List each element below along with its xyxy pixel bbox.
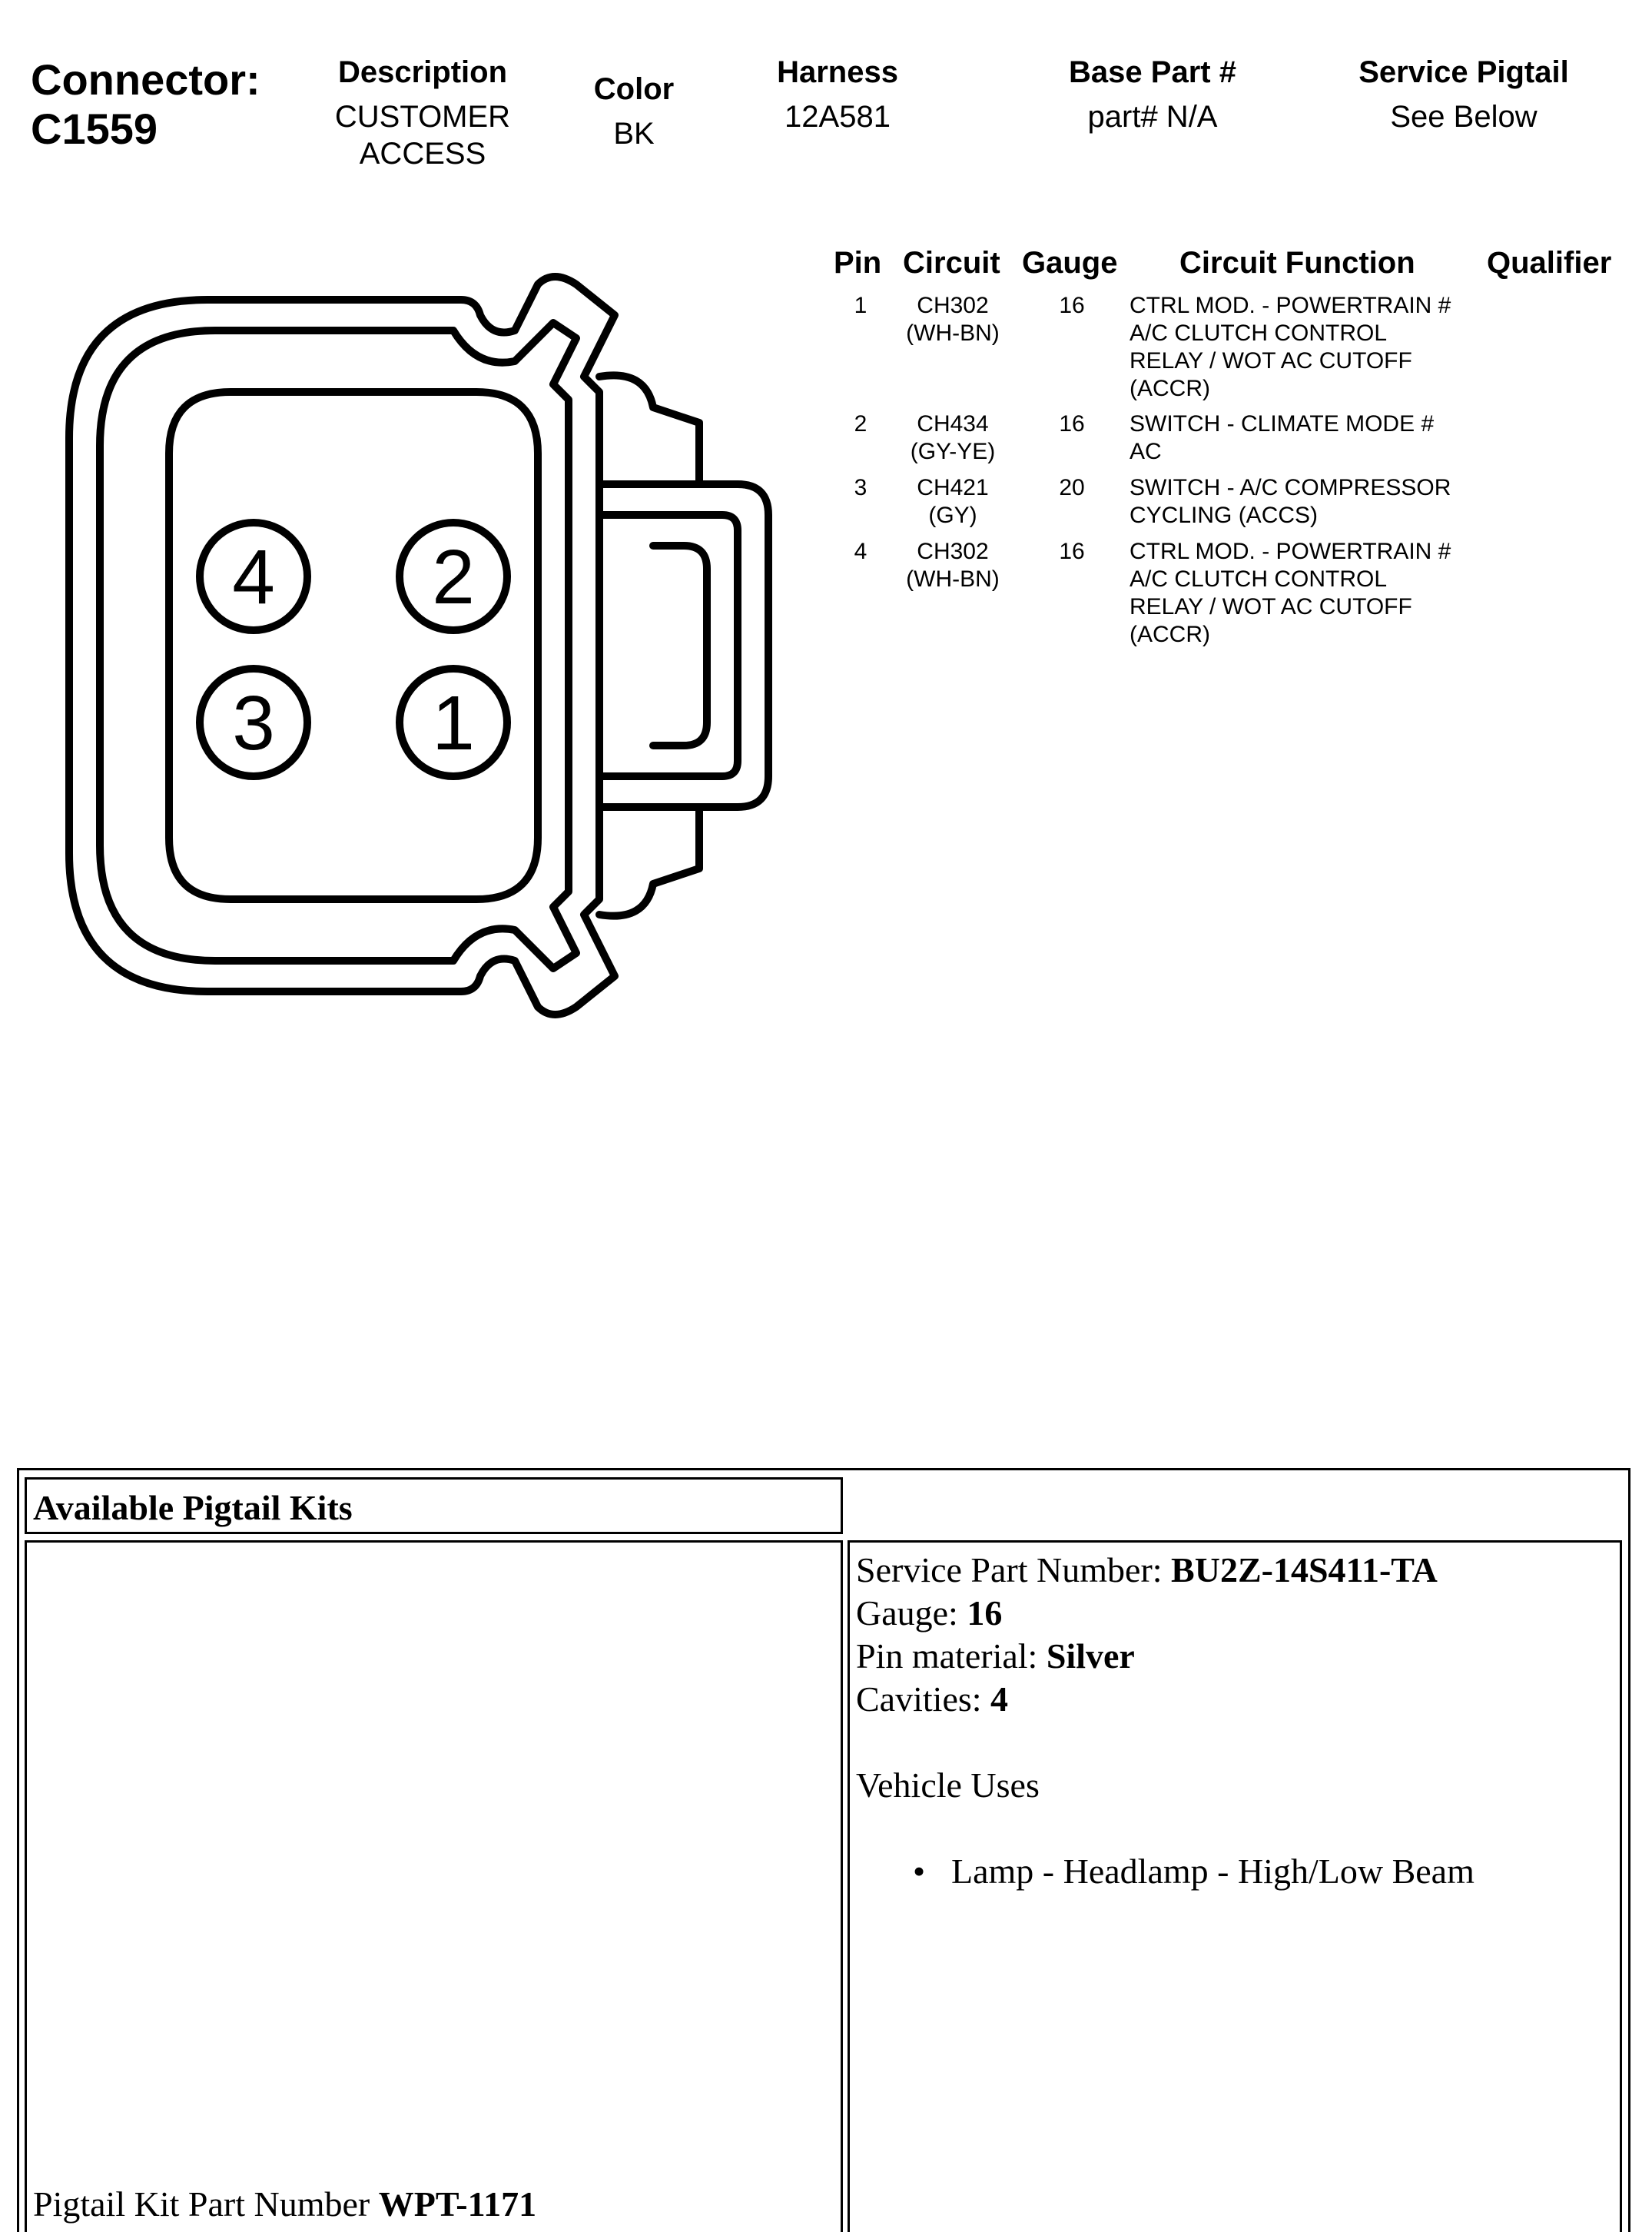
- connector-label: Connector:: [31, 55, 260, 104]
- gauge-line: [856, 1592, 1614, 1635]
- gauge-label: Gauge:: [856, 1593, 958, 1632]
- row-function: [1130, 292, 1498, 403]
- row-function-line: CTRL MOD. - POWERTRAIN #: [1130, 539, 1451, 564]
- circuit-function-header: Circuit Function: [1179, 246, 1415, 280]
- vehicle-uses-label: Vehicle Uses: [856, 1765, 1040, 1805]
- row-function-line: A/C CLUTCH CONTROL: [1130, 566, 1388, 592]
- pin-header: Pin: [834, 246, 882, 280]
- row-function-line: RELAY / WOT AC CUTOFF: [1130, 594, 1412, 619]
- latch-tab: [653, 546, 707, 746]
- service-part-line: [856, 1549, 1614, 1592]
- row-wire-color: (WH-BN): [906, 566, 1000, 592]
- latch-inner: [599, 515, 738, 776]
- row-circuit: [891, 410, 1014, 466]
- row-gauge: 16: [1059, 411, 1085, 437]
- service-pigtail-column: [1329, 54, 1598, 135]
- list-item: [856, 1850, 1614, 1893]
- row-pin: 4: [854, 539, 867, 564]
- connector-id: C1559: [31, 105, 158, 153]
- row-circuit: [891, 292, 1014, 347]
- row-gauge: 16: [1059, 539, 1085, 564]
- connector-title: [31, 55, 260, 154]
- row-function-line: A/C CLUTCH CONTROL: [1130, 321, 1388, 346]
- harness-column: [738, 54, 937, 135]
- row-function-line: SWITCH - A/C COMPRESSOR: [1130, 475, 1451, 500]
- color-column: [569, 71, 699, 152]
- pigtail-title-cell: [25, 1477, 843, 1534]
- cavities-label: Cavities:: [856, 1679, 982, 1719]
- qualifier-header: Qualifier: [1487, 246, 1612, 280]
- latch-outer: [599, 484, 768, 807]
- row-function-line: (ACCR): [1130, 376, 1210, 401]
- row-circuit-id: CH302: [917, 293, 989, 318]
- row-wire-color: (WH-BN): [906, 321, 1000, 346]
- upper-ear: [599, 375, 699, 484]
- vehicle-uses-list: [856, 1850, 1614, 1893]
- bullet-icon: •: [913, 1852, 926, 1891]
- service-pigtail-value: See Below: [1390, 100, 1538, 134]
- pigtail-info: [850, 1543, 1620, 1899]
- description-line2: ACCESS: [359, 137, 486, 171]
- service-pigtail-title: Service Pigtail: [1358, 55, 1569, 89]
- service-part-value: BU2Z-14S411-TA: [1171, 1550, 1438, 1589]
- base-part-value: part# N/A: [1087, 100, 1218, 134]
- pigtail-info-cell: [848, 1540, 1622, 2232]
- row-circuit: [891, 538, 1014, 593]
- pigtail-kit-part-number: [33, 2184, 536, 2224]
- row-function-line: (ACCR): [1130, 622, 1210, 647]
- pigtail-title: Available Pigtail Kits: [33, 1488, 353, 1527]
- pin-material-line: [856, 1635, 1614, 1678]
- pin-material-value: Silver: [1046, 1636, 1135, 1676]
- kit-number: WPT-1171: [378, 2184, 537, 2224]
- cavity-inner: [169, 392, 538, 899]
- harness-title: Harness: [777, 55, 898, 89]
- row-function: [1130, 410, 1498, 466]
- pin-label-2: 2: [432, 534, 475, 620]
- description-column: [307, 54, 538, 172]
- service-part-label: Service Part Number:: [856, 1550, 1163, 1589]
- row-gauge: 20: [1059, 475, 1085, 500]
- cavities-line: [856, 1678, 1614, 1721]
- row-pin: 1: [854, 293, 867, 318]
- shell-outer: [69, 277, 615, 1015]
- kit-label: Pigtail Kit Part Number: [33, 2184, 370, 2224]
- connector-face-diagram: [46, 254, 799, 1022]
- row-function-line: CTRL MOD. - POWERTRAIN #: [1130, 293, 1451, 318]
- pin-label-3: 3: [232, 680, 275, 766]
- row-function-line: AC: [1130, 439, 1162, 464]
- harness-value: 12A581: [785, 100, 891, 134]
- color-title: Color: [593, 72, 675, 106]
- row-function-line: SWITCH - CLIMATE MODE #: [1130, 411, 1435, 437]
- row-function-line: CYCLING (ACCS): [1130, 503, 1319, 528]
- lower-ear: [599, 807, 699, 916]
- base-part-column: [1037, 54, 1268, 135]
- pin-material-label: Pin material:: [856, 1636, 1038, 1676]
- description-line1: CUSTOMER: [334, 100, 511, 134]
- row-pin: 2: [854, 411, 867, 437]
- row-function-line: RELAY / WOT AC CUTOFF: [1130, 348, 1412, 374]
- connector-header: [0, 0, 1652, 200]
- row-circuit-id: CH434: [917, 411, 989, 437]
- gauge-value: 16: [967, 1593, 1003, 1632]
- row-gauge: 16: [1059, 293, 1085, 318]
- color-value: BK: [613, 117, 655, 151]
- row-circuit-id: CH302: [917, 539, 989, 564]
- row-circuit-id: CH421: [917, 475, 989, 500]
- pin-label-4: 4: [232, 534, 275, 620]
- pin-label-1: 1: [432, 680, 475, 766]
- cavities-value: 4: [990, 1679, 1009, 1719]
- description-title: Description: [337, 55, 508, 89]
- gauge-header: Gauge: [1022, 246, 1118, 280]
- row-wire-color: (GY-YE): [910, 439, 996, 464]
- pigtail-image-cell: [25, 1540, 843, 2232]
- base-part-title: Base Part #: [1069, 55, 1236, 89]
- vehicle-use-text: Lamp - Headlamp - High/Low Beam: [951, 1852, 1475, 1891]
- row-circuit: [891, 474, 1014, 530]
- circuit-header: Circuit: [903, 246, 1000, 280]
- row-function: [1130, 474, 1498, 530]
- row-wire-color: (GY): [928, 503, 977, 528]
- row-pin: 3: [854, 475, 867, 500]
- row-function: [1130, 538, 1498, 649]
